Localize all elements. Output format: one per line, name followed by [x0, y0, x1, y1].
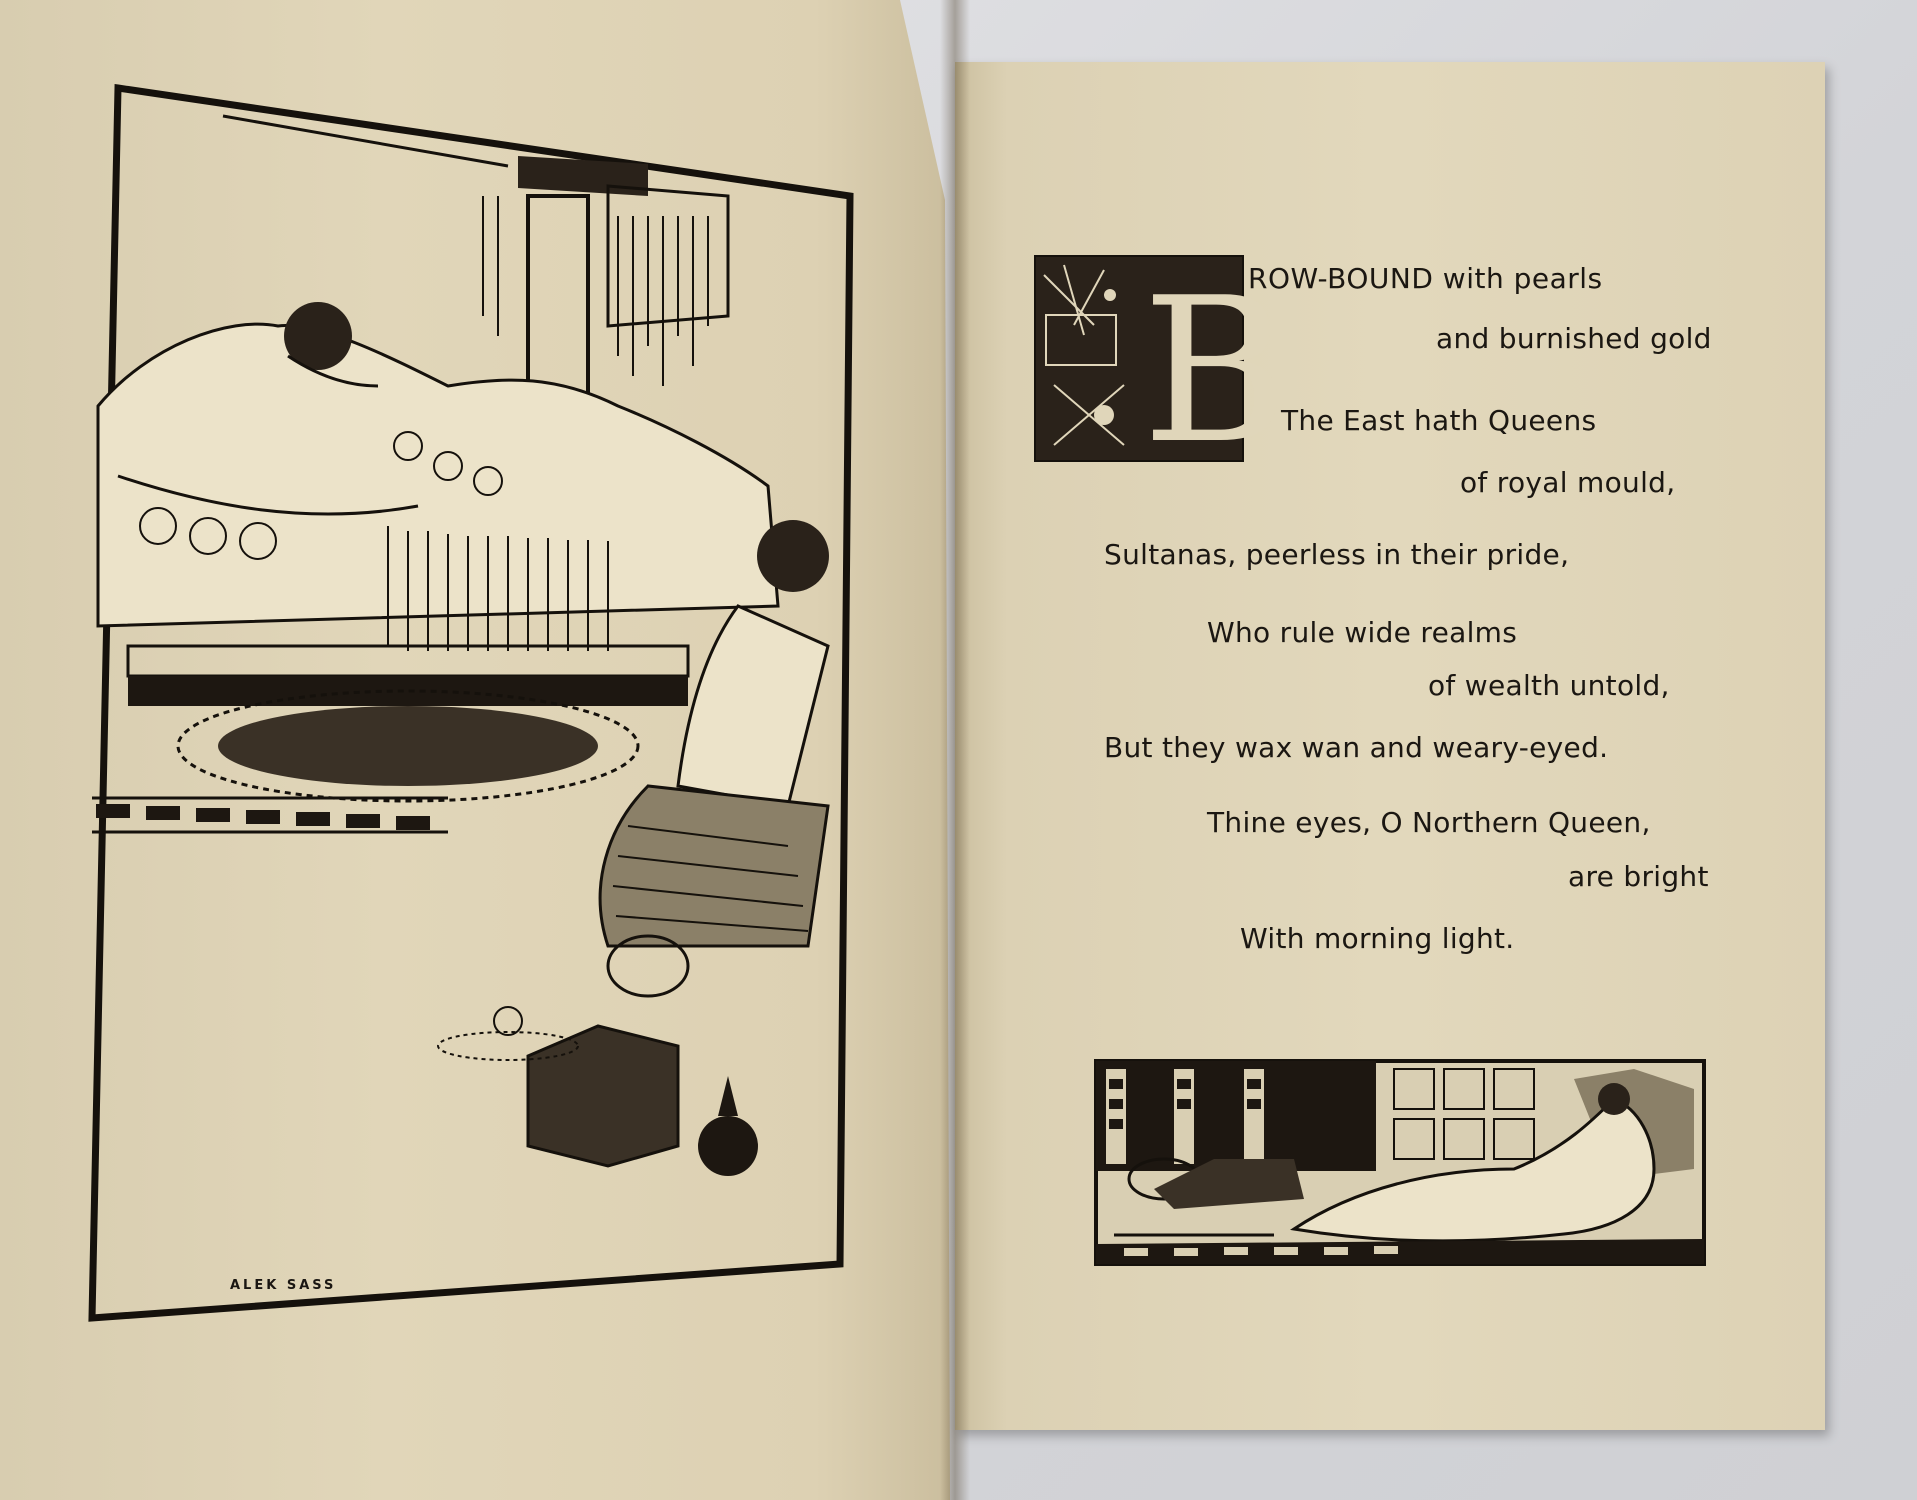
reclining-woman-vignette: [1094, 1059, 1706, 1266]
drop-cap-b: [1034, 255, 1289, 488]
poem-line-9: Thine eyes, O Northern Queen,: [1207, 806, 1651, 839]
poem-line-5: Sultanas, peerless in their pride,: [1104, 538, 1570, 571]
poem-line-11: With morning light.: [1240, 922, 1515, 955]
poem-line-1: ROW-BOUND with pearls: [1248, 262, 1603, 295]
poem-line-3: The East hath Queens: [1281, 404, 1597, 437]
poem-line-8: But they wax wan and weary-eyed.: [1104, 731, 1609, 764]
poem-line-7: of wealth untold,: [1428, 669, 1670, 702]
poem-line-6: Who rule wide realms: [1207, 616, 1518, 649]
artist-signature: ALEK SASS: [230, 1278, 337, 1293]
book-gutter: [940, 0, 970, 1500]
harem-illustration: [88, 86, 850, 1318]
poem-line-2: and burnished gold: [1436, 322, 1712, 355]
poem-line-4: of royal mould,: [1460, 466, 1676, 499]
poem-line-10: are bright: [1568, 860, 1709, 893]
drop-cap-letter: B: [1142, 255, 1289, 488]
